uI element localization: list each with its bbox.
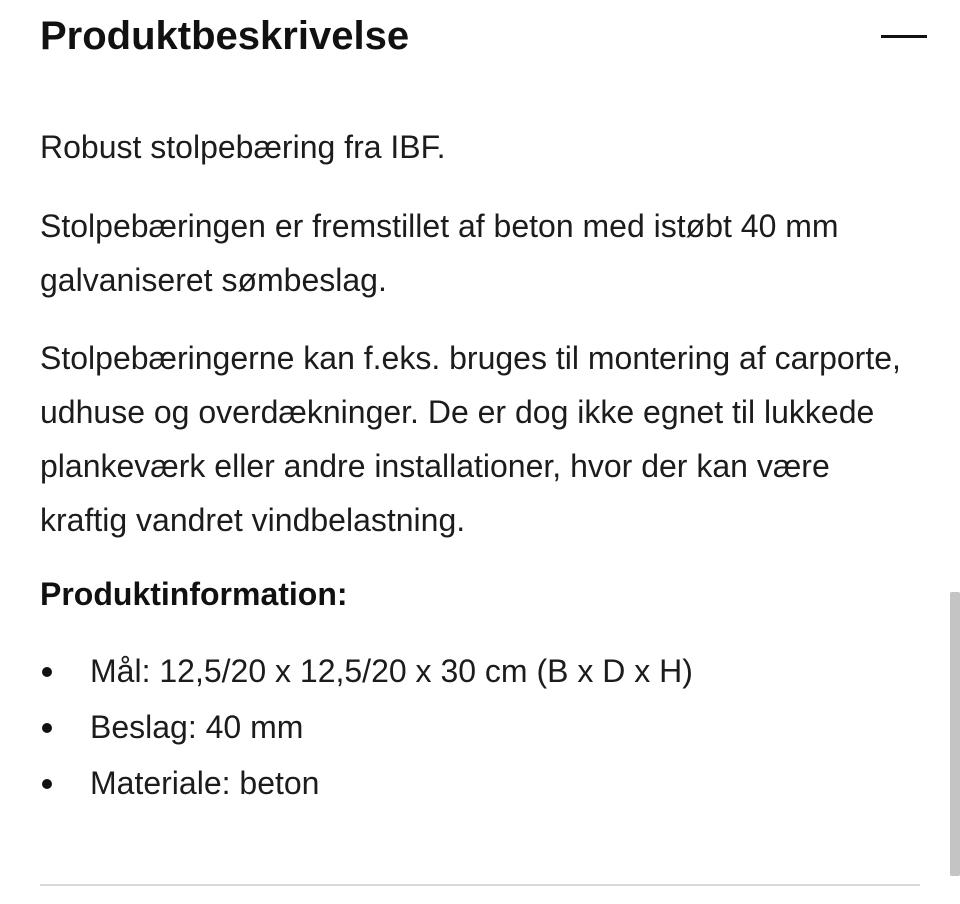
accordion-content (40, 120, 920, 811)
list-item (40, 643, 920, 699)
description-paragraph: Robust stolpebæring fra IBF. (40, 129, 446, 165)
section-title: Produktbeskrivelse (40, 14, 410, 58)
list-item (40, 755, 920, 811)
collapse-button[interactable] (880, 26, 928, 46)
list-item (40, 699, 920, 755)
product-info-list (40, 643, 920, 811)
bullet-icon (42, 667, 52, 677)
description-paragraph: Stolpebæringen er fremstillet af beton med istøbt 40 mm galvaniseret sømbeslag. (40, 208, 839, 298)
scrollbar[interactable] (950, 592, 960, 876)
list-item-text: Beslag: 40 mm (90, 709, 304, 745)
description-paragraph: Stolpebæringerne kan f.eks. bruges til montering af carporte, udhuse og overdækninger. De er dog ikke egnet til lukkede plankeværk eller andre installationer, hvor der kan være kraftig vandret vindbelastning. (40, 340, 901, 538)
list-item-text: Materiale: beton (90, 765, 320, 801)
bullet-icon (42, 723, 52, 733)
accordion-header[interactable] (40, 0, 920, 72)
product-info-heading: Produktinformation: (40, 576, 348, 612)
section-divider (40, 884, 920, 886)
list-item-text: Mål: 12,5/20 x 12,5/20 x 30 cm (B x D x H) (90, 653, 693, 689)
bullet-icon (42, 779, 52, 789)
minus-icon (881, 35, 927, 38)
